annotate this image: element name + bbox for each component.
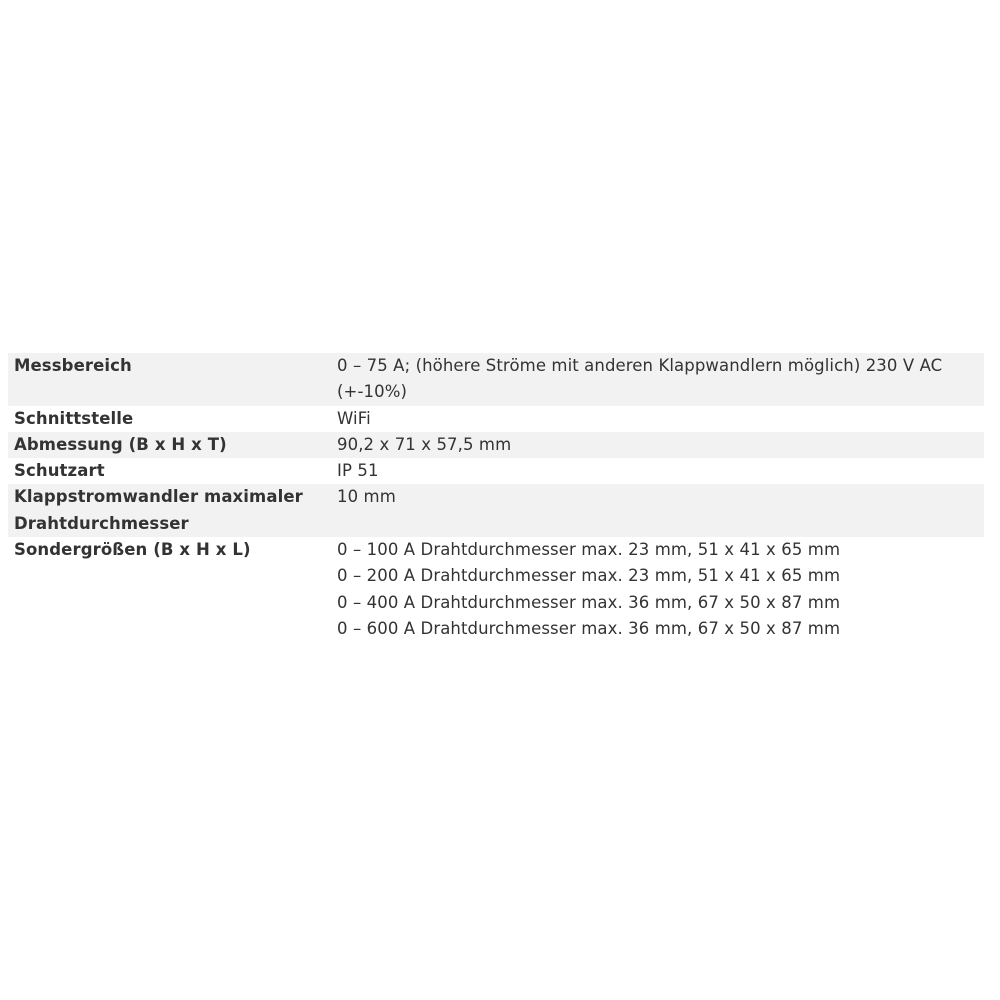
table-row <box>8 458 984 484</box>
sondergroesse-line: 0 – 100 A Drahtdurchmesser max. 23 mm, 51 x 41 x 65 mm <box>337 540 841 560</box>
spec-label-schutzart: Schutzart <box>14 461 105 481</box>
spec-value-abmessung: 90,2 x 71 x 57,5 mm <box>331 432 984 458</box>
spec-value-schutzart: IP 51 <box>337 461 379 481</box>
spec-label-sondergroessen: Sondergrößen (B x H x L) <box>14 540 251 560</box>
sondergroesse-line: 0 – 600 A Drahtdurchmesser max. 36 mm, 67 x 50 x 87 mm <box>337 618 841 638</box>
spec-value-messbereich: 0 – 75 A; (höhere Ströme mit anderen Klappwandlern möglich) 230 V AC (+-10%) <box>331 353 984 406</box>
sondergroesse-line: 0 – 200 A Drahtdurchmesser max. 23 mm, 51 x 41 x 65 mm <box>337 566 841 586</box>
spec-table <box>8 353 984 642</box>
sondergroesse-line: 0 – 400 A Drahtdurchmesser max. 36 mm, 67 x 50 x 87 mm <box>337 592 841 612</box>
spec-label-abmessung: Abmessung (B x H x T) <box>8 432 331 458</box>
spec-value-schnittstelle: WiFi <box>337 408 371 428</box>
spec-value-klappstromwandler: 10 mm <box>331 484 984 537</box>
spec-value-sondergroessen <box>331 537 984 642</box>
spec-label-schnittstelle: Schnittstelle <box>14 408 134 428</box>
table-row <box>8 484 984 537</box>
table-row <box>8 353 984 406</box>
spec-label-klappstromwandler: Klappstromwandler maximaler Drahtdurchmesser <box>8 484 331 537</box>
table-row <box>8 406 984 432</box>
spec-label-messbereich: Messbereich <box>8 353 331 406</box>
table-row <box>8 537 984 642</box>
table-row <box>8 432 984 458</box>
